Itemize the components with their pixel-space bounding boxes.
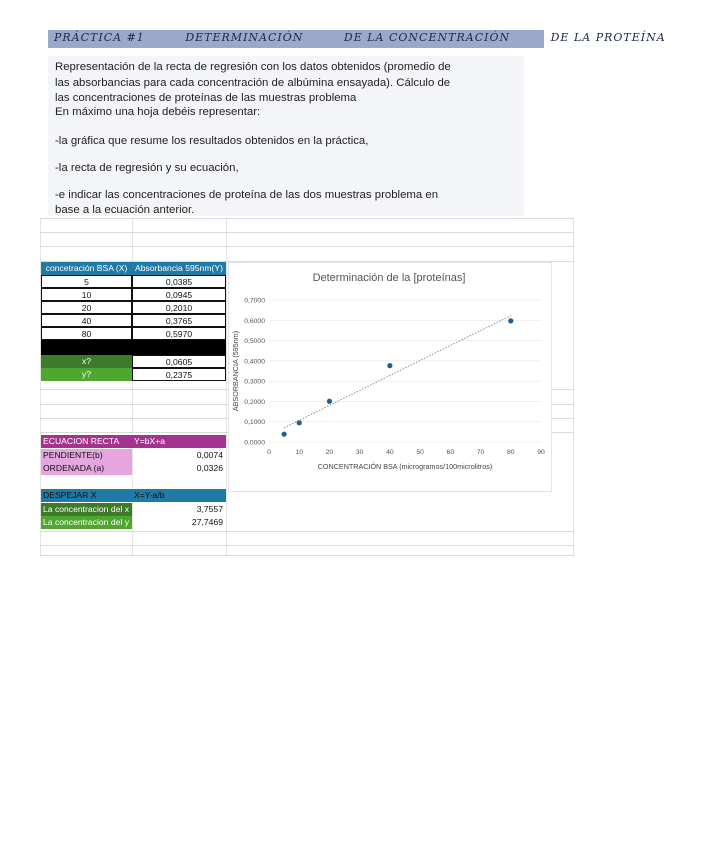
chart-x-axis-label: CONCENTRACIÓN BSA (microgramos/100microlitros) bbox=[317, 462, 493, 471]
table-cell: 0,0385 bbox=[132, 275, 226, 288]
data-point bbox=[387, 363, 392, 368]
intercept-label: ORDENADA (a) bbox=[41, 462, 132, 475]
instruction-line: base a la ecuación anterior. bbox=[55, 204, 195, 216]
x-tick-label: 40 bbox=[386, 449, 394, 456]
x-tick-label: 90 bbox=[537, 449, 545, 456]
sample-value: 0,2375 bbox=[132, 368, 226, 381]
x-tick-label: 70 bbox=[476, 449, 485, 456]
x-tick-label: 60 bbox=[446, 449, 455, 456]
x-tick-label: 80 bbox=[506, 449, 515, 456]
title-part-2: DETERMINACIÓN bbox=[185, 31, 304, 44]
table-header-y: Absorbancia 595nm(Y) bbox=[132, 262, 226, 275]
y-tick-label: 0,5000 bbox=[244, 338, 265, 346]
solve-value: 27,7469 bbox=[191, 517, 223, 527]
x-tick-label: 10 bbox=[295, 449, 304, 456]
data-point bbox=[297, 420, 302, 425]
intercept-value: 0,0326 bbox=[196, 463, 223, 473]
title-part-4: DE LA PROTEÍNA bbox=[550, 31, 666, 44]
y-tick-label: 0,1000 bbox=[244, 419, 265, 427]
x-tick-label: 0 bbox=[267, 449, 271, 456]
instruction-line: En máximo una hoja debéis representar: bbox=[55, 106, 261, 118]
y-tick-label: 0,4000 bbox=[244, 358, 265, 366]
y-tick-label: 0,0000 bbox=[244, 439, 265, 447]
sample-value: 0,0605 bbox=[132, 355, 226, 368]
instruction-line: -e indicar las concentraciones de proteína de las dos muestras problema en bbox=[55, 189, 439, 201]
data-point bbox=[327, 399, 332, 404]
table-cell: 5 bbox=[41, 275, 132, 288]
separator-bar bbox=[41, 340, 226, 355]
slope-label: PENDIENTE(b) bbox=[41, 449, 132, 462]
handwritten-title bbox=[54, 31, 702, 44]
chart-title: Determinación de la [proteínas] bbox=[312, 272, 466, 284]
instruction-line: las absorbancias para cada concentración de albúmina ensayada). Cálculo de bbox=[55, 77, 451, 89]
x-tick-label: 50 bbox=[416, 449, 424, 456]
solve-label: La concentracion del y bbox=[41, 516, 132, 529]
chart-svg bbox=[229, 263, 551, 491]
table-cell: 40 bbox=[41, 314, 132, 327]
instruction-line: -la gráfica que resume los resultados obtenidos en la práctica, bbox=[55, 135, 369, 147]
y-tick-label: 0,7000 bbox=[244, 297, 265, 305]
table-header-x: concetración BSA (X) bbox=[41, 262, 132, 275]
table-cell: 20 bbox=[41, 301, 132, 314]
y-tick-label: 0,6000 bbox=[244, 317, 265, 325]
instruction-line: las concentraciones de proteínas de las muestras problema bbox=[55, 92, 357, 104]
table-cell: 80 bbox=[41, 327, 132, 340]
trendline bbox=[284, 316, 511, 428]
x-tick-label: 20 bbox=[325, 449, 334, 456]
instruction-line: Representación de la recta de regresión con los datos obtenidos (promedio de bbox=[55, 61, 451, 73]
equation-formula: Y=bX+a bbox=[132, 435, 226, 448]
y-tick-label: 0,2000 bbox=[244, 398, 265, 406]
sample-label: x? bbox=[41, 355, 132, 368]
chart-y-axis-label: ABSORBANCIA (595nm) bbox=[231, 330, 240, 412]
title-part-1: PRÁCTICA #1 bbox=[54, 31, 145, 44]
data-point bbox=[508, 318, 513, 323]
table-cell: 0,5970 bbox=[132, 327, 226, 340]
equation-title: ECUACION RECTA bbox=[41, 435, 132, 448]
table-cell: 10 bbox=[41, 288, 132, 301]
solve-label: La concentracion del x bbox=[41, 503, 132, 516]
y-tick-label: 0,3000 bbox=[244, 378, 265, 386]
data-point bbox=[282, 432, 287, 437]
table-cell: 0,3765 bbox=[132, 314, 226, 327]
table-cell: 0,2010 bbox=[132, 301, 226, 314]
sample-label: y? bbox=[41, 368, 132, 381]
table-cell: 0,0945 bbox=[132, 288, 226, 301]
instruction-line: -la recta de regresión y su ecuación, bbox=[55, 162, 239, 174]
scatter-chart bbox=[228, 262, 552, 492]
x-tick-label: 30 bbox=[355, 449, 364, 456]
solve-formula: X=Y-a/b bbox=[132, 489, 226, 502]
slope-value: 0,0074 bbox=[196, 450, 223, 460]
solve-title: DESPEJAR X bbox=[41, 489, 132, 502]
title-part-3: DE LA CONCENTRACIÓN bbox=[343, 31, 511, 44]
solve-value: 3,7557 bbox=[196, 504, 223, 514]
